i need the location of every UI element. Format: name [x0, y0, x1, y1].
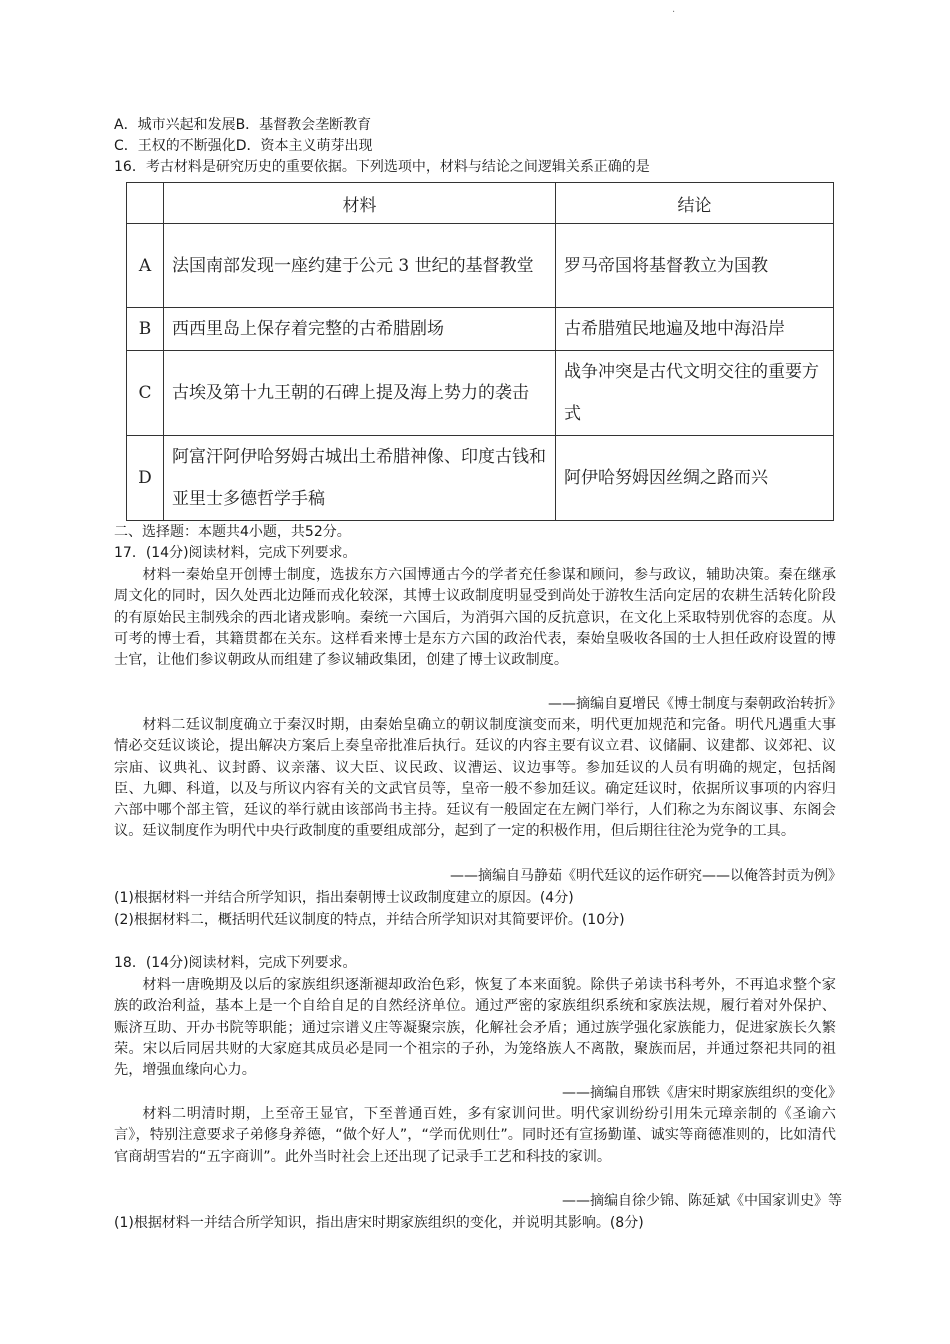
q17-source-2: ——摘编自马静茹《明代廷议的运作研究——以俺答封贡为例》: [450, 868, 842, 884]
table-row: [127, 308, 834, 351]
q18-material-2: 材料二明清时期，上至帝王显官，下至普通百姓，多有家训问世。明代家训纷纷引用朱元璋亲制的《圣谕六言》，特别注意要求子弟修身养德，“做个好人”，“学而优则仕”。同时还有宣扬勤谨、诚实等商德准则的，比如清代官商胡雪岩的“五字商训”。此外当时社会上还出现了记录手工艺和科技的家训。: [114, 1106, 836, 1165]
q16-header-material: 材料: [164, 183, 556, 224]
q16-option-label: C: [127, 351, 164, 436]
q16-stem: 16．考古材料是研究历史的重要依据。下列选项中，材料与结论之间逻辑关系正确的是: [114, 159, 650, 175]
q16-header-option: [127, 183, 164, 224]
q17-material-1: 材料一秦始皇开创博士制度，选拔东方六国博通古今的学者充任参谋和顾问，参与政议，辅助决策。秦在继承周文化的同时，因久处西北边陲而戎化较深，其博士议政制度明显受到尚处于游牧生活向定居的农耕生活转化阶段的有原始民主制残余的西北诸戎影响。秦统一六国后，为消弭六国的反抗意识，在文化上采取特别优容的态度。从可考的博士看，其籍贯都在关东。这样看来博士是东方六国的政治代表，秦始皇吸收各国的士人担任政府设置的博士官，让他们参议朝政从而组建了参议辅政集团，创建了博士议政制度。: [114, 567, 836, 669]
q18-question-1: (1)根据材料一并结合所学知识，指出唐宋时期家族组织的变化，并说明其影响。(8分): [114, 1215, 644, 1231]
q15-options-line-2: C．王权的不断强化D．资本主义萌芽出现: [114, 138, 373, 154]
q18-stem: 18．(14分)阅读材料，完成下列要求。: [114, 955, 357, 971]
q18-material-1: 材料一唐晚期及以后的家族组织逐渐褪却政治色彩，恢复了本来面貌。除供子弟读书科考外，不再追求整个家族的政治利益，基本上是一个自给自足的自然经济单位。通过严密的家族组织系统和家族法规，履行着对外保护、赈济互助、开办书院等职能；通过宗谱义庄等凝聚宗族，化解社会矛盾；通过族学强化家族能力，促进家族长久繁荣。宋以后同居共财的大家庭其成员必是同一个祖宗的子孙，为笼络族人不离散，聚族而居，并通过祭祀共同的祖先，增强血缘向心力。: [114, 977, 836, 1079]
q17-question-1: (1)根据材料一并结合所学知识，指出秦朝博士议政制度建立的原因。(4分): [114, 890, 574, 906]
q17-stem: 17．(14分)阅读材料，完成下列要求。: [114, 545, 357, 561]
table-row: [127, 351, 834, 436]
q18-source-1: ——摘编自邢铁《唐宋时期家族组织的变化》: [562, 1085, 842, 1101]
q16-header-row: [127, 183, 834, 224]
q16-conclusion-cell: 罗马帝国将基督教立为国教: [556, 224, 834, 308]
table-row: [127, 224, 834, 308]
q16-conclusion-cell: 阿伊哈努姆因丝绸之路而兴: [556, 436, 834, 521]
q17-question-2: (2)根据材料二，概括明代廷议制度的特点，并结合所学知识对其简要评价。(10分): [114, 912, 625, 928]
q15-options-line-1: A．城市兴起和发展B．基督教会垄断教育: [114, 117, 372, 133]
q16-option-label: A: [127, 224, 164, 308]
q16-material-cell: 法国南部发现一座约建于公元 3 世纪的基督教堂: [164, 224, 556, 308]
q16-material-cell: 古埃及第十九王朝的石碑上提及海上势力的袭击: [164, 351, 556, 436]
q16-conclusion-cell: 战争冲突是古代文明交往的重要方式: [556, 351, 834, 436]
q17-source-1: ——摘编自夏增民《博士制度与秦朝政治转折》: [548, 696, 842, 712]
q16-material-cell: 阿富汗阿伊哈努姆古城出土希腊神像、印度古钱和亚里士多德哲学手稿: [164, 436, 556, 521]
section-heading: 二、选择题：本题共4小题，共52分。: [114, 524, 351, 540]
q18-source-2: ——摘编自徐少锦、陈延斌《中国家训史》等: [562, 1193, 842, 1209]
q16-option-label: B: [127, 308, 164, 351]
q16-table: [126, 182, 834, 521]
q17-material-2: 材料二廷议制度确立于秦汉时期，由秦始皇确立的朝议制度演变而来，明代更加规范和完备。明代凡遇重大事情必交廷议谈论，提出解决方案后上奏皇帝批准后执行。廷议的内容主要有议立君、议储嗣、议建都、议郊祀、议宗庙、议典礼、议封爵、议亲藩、议大臣、议民政、议漕运、议边事等。参加廷议的人员有明确的规定，包括阁臣、九卿、科道，以及与所议内容有关的文武官员等，皇帝一般不参加廷议。确定廷议时，依据所议事项的内容归六部中哪个部主管，廷议的举行就由该部尚书主持。廷议有一般固定在左阙门举行，人们称之为东阁议事、东阁会议。廷议制度作为明代中央行政制度的重要组成部分，起到了一定的积极作用，但后期往往沦为党争的工具。: [114, 717, 836, 840]
q16-option-label: D: [127, 436, 164, 521]
q16-conclusion-cell: 古希腊殖民地遍及地中海沿岸: [556, 308, 834, 351]
q16-material-cell: 西西里岛上保存着完整的古希腊剧场: [164, 308, 556, 351]
table-row: [127, 436, 834, 521]
q16-header-conclusion: 结论: [556, 183, 834, 224]
page-marker: .: [672, 4, 676, 15]
